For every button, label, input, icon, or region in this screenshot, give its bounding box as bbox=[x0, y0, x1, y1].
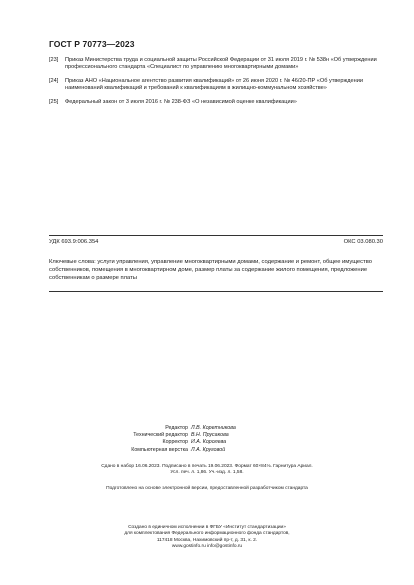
udk-code: УДК 693.9:006.354 bbox=[49, 239, 99, 245]
editor-row bbox=[0, 425, 414, 432]
editor-role: Технический редактор bbox=[133, 432, 188, 439]
editor-row bbox=[0, 447, 414, 454]
editor-row bbox=[0, 432, 414, 439]
keywords-paragraph: Ключевые слова: услуги управления, управление многоквартирными домами, содержание и ремонт, общее имущество собственников, помещения в многоквартирном доме, размер платы за содержание жилого помещения, предложение собственникам о размере платы bbox=[49, 259, 372, 281]
top-divider bbox=[49, 235, 383, 236]
organization-line: для комплектования Федерального информационного фонда стандартов, bbox=[124, 531, 290, 537]
publication-line: Усл. печ. л. 1,86. Уч.-изд. л. 1,58. bbox=[170, 470, 244, 476]
editor-name: Л.В. Коретникова bbox=[191, 425, 236, 431]
editors-block bbox=[0, 425, 414, 454]
editor-name: И.А. Королева bbox=[191, 439, 227, 446]
organization-line: Создано в единичном исполнении в ФГБУ «Институт стандартизации» bbox=[128, 525, 286, 530]
bibliography-list bbox=[49, 57, 383, 112]
editor-role: Редактор bbox=[165, 425, 188, 431]
prepared-note: Подготовлено на основе электронной версии, предоставленной разработчиком стандарта bbox=[106, 486, 308, 491]
editor-name: Л.А. Круговой bbox=[191, 446, 226, 453]
editor-row bbox=[0, 439, 414, 446]
editor-role: Корректор bbox=[162, 439, 188, 446]
bibliography-item bbox=[49, 57, 383, 72]
ref-number: [23] bbox=[49, 57, 59, 63]
editor-role: Компьютерная верстка bbox=[131, 446, 188, 453]
oks-code: ОКС 03.080.30 bbox=[343, 239, 383, 245]
editor-name: В.Н. Прусакова bbox=[191, 432, 229, 439]
organization-line: 117418 Москва, Нахимовский пр-т, д. 31, к. 2. bbox=[156, 537, 258, 543]
classification-row bbox=[49, 239, 383, 245]
organization-line: www.gostinfo.ru info@gostinfo.ru bbox=[171, 544, 243, 550]
ref-text: Приказ Министерства труда и социальной защиты Российской Федерации от 31 июля 2019 г. № 538н «Об утверждении профессионального стандарта «Специалист по управлению многоквартирными домами» bbox=[65, 57, 377, 71]
bottom-divider bbox=[49, 291, 383, 292]
publication-line: Сдано в набор 16.06.2023. Подписано в печать 19.06.2023. Формат 60×84⅛. Гарнитура Ариал. bbox=[101, 464, 313, 469]
bibliography-item bbox=[49, 99, 383, 106]
ref-text: Федеральный закон от 3 июля 2016 г. № 238-ФЗ «О независимой оценке квалификации» bbox=[65, 98, 297, 105]
bibliography-item bbox=[49, 78, 383, 93]
organization-info bbox=[0, 525, 414, 551]
ref-number: [25] bbox=[49, 98, 59, 105]
publication-info bbox=[0, 464, 414, 477]
ref-text: Приказ АНО «Национальное агентство развития квалификаций» от 26 июня 2020 г. № 46/20-ПР «Об утверждении наименований квалификаций и требований к квалификациям в жилищно-коммунальном хозяйстве» bbox=[65, 77, 363, 92]
standard-header: ГОСТ Р 70773—2023 bbox=[49, 39, 135, 49]
ref-number: [24] bbox=[49, 77, 59, 84]
